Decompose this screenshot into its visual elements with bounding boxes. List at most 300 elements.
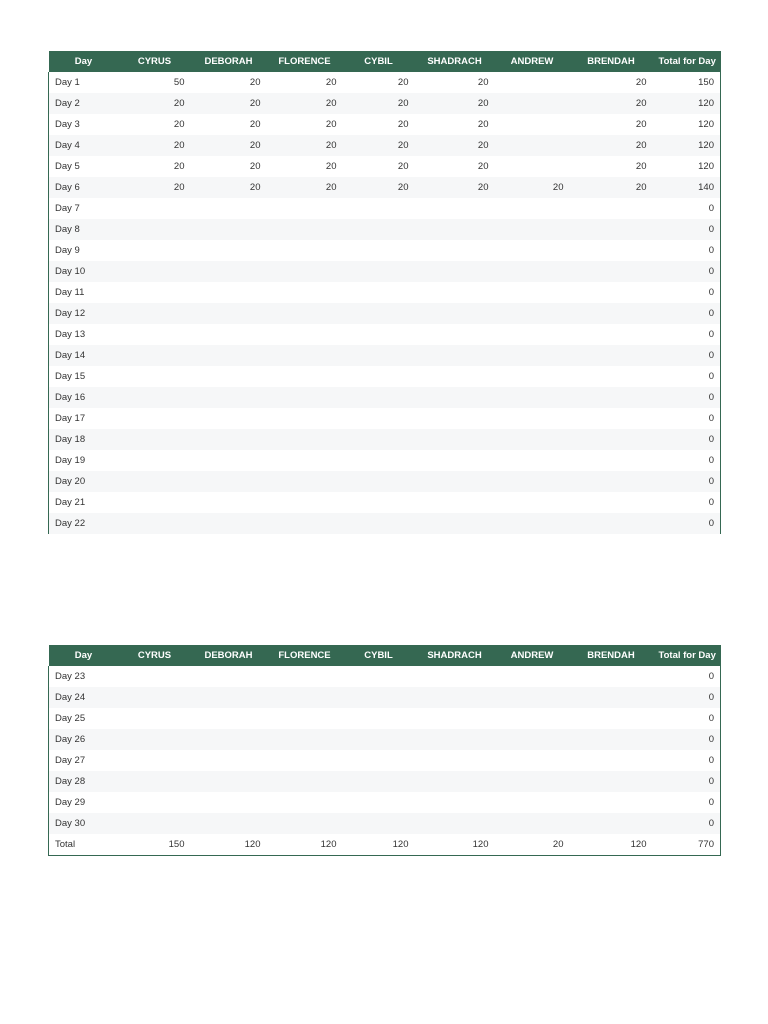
day-total-cell: 120 [653, 114, 721, 135]
day-label: Day 26 [49, 729, 119, 750]
value-cell [570, 387, 653, 408]
value-cell [495, 792, 570, 813]
table-row [49, 687, 721, 708]
value-cell [415, 471, 495, 492]
value-cell [495, 93, 570, 114]
value-cell [191, 240, 267, 261]
value-cell: 20 [325, 119, 337, 130]
header-cybil: CYBIL [364, 56, 393, 67]
value-cell [267, 687, 343, 708]
value-cell [191, 750, 267, 771]
value-cell [191, 771, 267, 792]
value-cell [119, 708, 191, 729]
value-cell [191, 282, 267, 303]
value-cell: 20 [397, 98, 409, 109]
table-row [49, 666, 721, 687]
value-cell [570, 687, 653, 708]
day-total-cell: 0 [653, 408, 721, 429]
value-cell [267, 282, 343, 303]
value-cell [343, 429, 415, 450]
table-body [49, 72, 721, 534]
daily-totals-table-page-2 [48, 645, 721, 856]
totals-row [49, 834, 721, 856]
value-cell [119, 792, 191, 813]
value-cell [570, 240, 653, 261]
value-cell [343, 345, 415, 366]
day-label: Day 16 [49, 387, 119, 408]
value-cell [495, 450, 570, 471]
value-cell [570, 708, 653, 729]
table-row [49, 219, 721, 240]
table-row [49, 177, 721, 198]
value-cell [267, 708, 343, 729]
value-cell [570, 261, 653, 282]
value-cell [343, 513, 415, 534]
day-total-cell: 0 [653, 792, 721, 813]
day-label: Day 10 [49, 261, 119, 282]
header-andrew: ANDREW [510, 650, 554, 661]
day-total-cell: 0 [653, 771, 721, 792]
day-label: Day 8 [49, 219, 119, 240]
header-andrew: ANDREW [510, 56, 554, 67]
value-cell [267, 261, 343, 282]
table-row [49, 792, 721, 813]
value-cell [119, 513, 191, 534]
day-label: Day 14 [49, 345, 119, 366]
day-label: Day 30 [49, 813, 119, 834]
value-cell [415, 387, 495, 408]
value-cell [119, 429, 191, 450]
value-cell: 20 [635, 161, 647, 172]
value-cell [191, 666, 267, 687]
header-cybil: CYBIL [364, 650, 393, 661]
header-row [49, 645, 721, 666]
value-cell [267, 771, 343, 792]
day-label: Day 19 [49, 450, 119, 471]
day-total-cell: 140 [653, 177, 721, 198]
value-cell: 20 [325, 182, 337, 193]
value-cell [570, 666, 653, 687]
value-cell [415, 450, 495, 471]
value-cell [495, 261, 570, 282]
table-row [49, 408, 721, 429]
day-label: Day 17 [49, 408, 119, 429]
value-cell [119, 771, 191, 792]
value-cell [343, 687, 415, 708]
value-cell: 20 [477, 161, 489, 172]
value-cell [495, 303, 570, 324]
value-cell [495, 708, 570, 729]
header-day: Day [74, 650, 93, 661]
day-total-cell: 120 [653, 156, 721, 177]
value-cell [343, 324, 415, 345]
day-label: Day 2 [49, 93, 119, 114]
day-total-cell: 0 [653, 324, 721, 345]
value-cell [415, 708, 495, 729]
value-cell: 120 [570, 834, 653, 856]
day-label: Day 22 [49, 513, 119, 534]
table-row [49, 750, 721, 771]
day-label: Day 29 [49, 792, 119, 813]
day-total-cell: 0 [653, 282, 721, 303]
value-cell [570, 750, 653, 771]
header-total-for-day: Total for Day [658, 56, 716, 67]
header-florence: FLORENCE [278, 650, 331, 661]
table-row [49, 471, 721, 492]
value-cell [495, 135, 570, 156]
value-cell [343, 366, 415, 387]
value-cell [570, 771, 653, 792]
value-cell: 20 [397, 140, 409, 151]
value-cell: 120 [343, 834, 415, 856]
value-cell [119, 366, 191, 387]
value-cell [191, 219, 267, 240]
value-cell: 20 [397, 119, 409, 130]
day-label: Day 9 [49, 240, 119, 261]
value-cell: 20 [477, 140, 489, 151]
value-cell [495, 114, 570, 135]
table-row [49, 708, 721, 729]
day-label: Day 6 [49, 177, 119, 198]
header-row [49, 51, 721, 72]
value-cell [570, 198, 653, 219]
value-cell [415, 219, 495, 240]
value-cell [343, 408, 415, 429]
header-cyrus: CYRUS [137, 56, 172, 67]
table-row [49, 345, 721, 366]
value-cell [267, 513, 343, 534]
table-row [49, 114, 721, 135]
value-cell: 20 [173, 98, 185, 109]
day-label: Day 15 [49, 366, 119, 387]
value-cell: 20 [477, 77, 489, 88]
value-cell: 20 [325, 140, 337, 151]
value-cell [495, 687, 570, 708]
value-cell: 20 [552, 182, 564, 193]
table-row [49, 135, 721, 156]
value-cell [191, 813, 267, 834]
header-florence: FLORENCE [278, 56, 331, 67]
day-label: Day 20 [49, 471, 119, 492]
value-cell [495, 156, 570, 177]
value-cell [119, 813, 191, 834]
header-shadrach: SHADRACH [427, 56, 482, 67]
day-total-cell: 120 [653, 93, 721, 114]
value-cell [119, 345, 191, 366]
value-cell: 50 [173, 77, 185, 88]
day-total-cell: 0 [653, 666, 721, 687]
value-cell [267, 729, 343, 750]
header-deborah: DEBORAH [204, 650, 253, 661]
day-total-cell: 0 [653, 240, 721, 261]
table-header [49, 51, 721, 72]
table-row [49, 813, 721, 834]
value-cell [570, 345, 653, 366]
value-cell [191, 303, 267, 324]
value-cell [570, 219, 653, 240]
value-cell [570, 450, 653, 471]
value-cell: 20 [635, 77, 647, 88]
value-cell [495, 198, 570, 219]
value-cell [119, 219, 191, 240]
value-cell [191, 261, 267, 282]
day-total-cell: 0 [653, 513, 721, 534]
day-total-cell: 0 [653, 198, 721, 219]
day-label: Day 5 [49, 156, 119, 177]
header-deborah: DEBORAH [204, 56, 253, 67]
value-cell [119, 750, 191, 771]
day-label: Day 4 [49, 135, 119, 156]
value-cell [495, 282, 570, 303]
value-cell [191, 450, 267, 471]
day-total-cell: 0 [653, 729, 721, 750]
value-cell [570, 492, 653, 513]
header-day: Day [74, 56, 93, 67]
value-cell [495, 240, 570, 261]
header-cyrus: CYRUS [137, 650, 172, 661]
table-row [49, 282, 721, 303]
day-total-cell: 0 [653, 345, 721, 366]
day-total-cell: 0 [653, 387, 721, 408]
value-cell [495, 513, 570, 534]
value-cell: 20 [477, 98, 489, 109]
table-row [49, 240, 721, 261]
value-cell [267, 471, 343, 492]
table-row [49, 93, 721, 114]
table-row [49, 324, 721, 345]
daily-totals-table-page-1 [48, 51, 721, 534]
value-cell [495, 345, 570, 366]
value-cell [495, 72, 570, 93]
day-total-cell: 0 [653, 492, 721, 513]
value-cell [495, 750, 570, 771]
day-total-cell: 0 [653, 429, 721, 450]
value-cell [415, 198, 495, 219]
value-cell [343, 261, 415, 282]
header-brendah: BRENDAH [587, 56, 635, 67]
value-cell: 20 [173, 161, 185, 172]
value-cell [191, 345, 267, 366]
value-cell [495, 324, 570, 345]
value-cell [343, 282, 415, 303]
value-cell [119, 240, 191, 261]
value-cell [191, 792, 267, 813]
value-cell [495, 813, 570, 834]
value-cell [495, 429, 570, 450]
value-cell [267, 240, 343, 261]
value-cell: 20 [249, 182, 261, 193]
day-total-cell: 0 [653, 303, 721, 324]
value-cell [119, 198, 191, 219]
value-cell [495, 387, 570, 408]
day-total-cell: 0 [653, 813, 721, 834]
value-cell: 20 [249, 161, 261, 172]
value-cell [343, 813, 415, 834]
value-cell [343, 219, 415, 240]
value-cell [267, 792, 343, 813]
value-cell [343, 450, 415, 471]
value-cell [570, 282, 653, 303]
value-cell [119, 303, 191, 324]
value-cell [343, 492, 415, 513]
value-cell [343, 750, 415, 771]
value-cell [415, 240, 495, 261]
value-cell: 120 [191, 834, 267, 856]
day-label: Day 11 [49, 282, 119, 303]
day-label: Day 3 [49, 114, 119, 135]
day-total-cell: 0 [653, 708, 721, 729]
value-cell [495, 771, 570, 792]
value-cell [191, 687, 267, 708]
value-cell [191, 492, 267, 513]
table-row [49, 261, 721, 282]
day-label: Day 27 [49, 750, 119, 771]
value-cell: 20 [397, 182, 409, 193]
value-cell [415, 282, 495, 303]
value-cell: 120 [415, 834, 495, 856]
value-cell [570, 792, 653, 813]
table-row [49, 492, 721, 513]
value-cell [267, 492, 343, 513]
value-cell [415, 492, 495, 513]
value-cell [415, 303, 495, 324]
value-cell: 20 [477, 182, 489, 193]
value-cell [570, 408, 653, 429]
value-cell: 20 [249, 140, 261, 151]
value-cell [119, 450, 191, 471]
day-total-cell: 0 [653, 366, 721, 387]
value-cell [191, 729, 267, 750]
value-cell [343, 708, 415, 729]
day-label: Day 1 [49, 72, 119, 93]
value-cell [495, 408, 570, 429]
table-row [49, 72, 721, 93]
day-label: Day 25 [49, 708, 119, 729]
value-cell [267, 429, 343, 450]
value-cell: 20 [249, 119, 261, 130]
value-cell [119, 408, 191, 429]
value-cell: 20 [397, 161, 409, 172]
value-cell: 20 [173, 119, 185, 130]
value-cell: 20 [635, 140, 647, 151]
day-total-cell: 120 [653, 135, 721, 156]
value-cell [191, 387, 267, 408]
table-row [49, 198, 721, 219]
value-cell [495, 471, 570, 492]
value-cell [415, 513, 495, 534]
value-cell: 20 [173, 182, 185, 193]
table-row [49, 450, 721, 471]
value-cell [415, 792, 495, 813]
value-cell [267, 750, 343, 771]
day-total-cell: 0 [653, 261, 721, 282]
value-cell [415, 813, 495, 834]
header-total-for-day: Total for Day [658, 650, 716, 661]
value-cell [267, 666, 343, 687]
value-cell [415, 771, 495, 792]
value-cell: 20 [397, 77, 409, 88]
value-cell [343, 771, 415, 792]
table-row [49, 366, 721, 387]
table-row [49, 771, 721, 792]
day-label: Day 24 [49, 687, 119, 708]
value-cell [570, 813, 653, 834]
day-total-cell: 0 [653, 471, 721, 492]
value-cell [267, 813, 343, 834]
value-cell: 20 [249, 98, 261, 109]
totals-label: Total [49, 834, 119, 856]
value-cell: 20 [635, 119, 647, 130]
day-total-cell: 0 [653, 750, 721, 771]
value-cell: 20 [325, 77, 337, 88]
table-row [49, 156, 721, 177]
value-cell [495, 729, 570, 750]
value-cell [415, 687, 495, 708]
day-label: Day 21 [49, 492, 119, 513]
day-total-cell: 0 [653, 219, 721, 240]
value-cell [119, 387, 191, 408]
value-cell [267, 345, 343, 366]
value-cell: 20 [325, 98, 337, 109]
value-cell [570, 366, 653, 387]
value-cell [415, 750, 495, 771]
value-cell [570, 729, 653, 750]
value-cell [415, 729, 495, 750]
value-cell [343, 729, 415, 750]
day-total-cell: 0 [653, 687, 721, 708]
value-cell [415, 261, 495, 282]
value-cell [119, 492, 191, 513]
value-cell [495, 366, 570, 387]
value-cell [415, 366, 495, 387]
value-cell [570, 429, 653, 450]
value-cell: 20 [635, 98, 647, 109]
value-cell: 20 [249, 77, 261, 88]
day-label: Day 12 [49, 303, 119, 324]
value-cell: 20 [325, 161, 337, 172]
value-cell: 20 [635, 182, 647, 193]
value-cell [191, 429, 267, 450]
value-cell [343, 387, 415, 408]
value-cell [267, 219, 343, 240]
value-cell [119, 729, 191, 750]
day-total-cell: 0 [653, 450, 721, 471]
day-total-cell: 150 [653, 72, 721, 93]
table-row [49, 303, 721, 324]
value-cell [570, 324, 653, 345]
value-cell [343, 666, 415, 687]
value-cell: 20 [477, 119, 489, 130]
value-cell [570, 471, 653, 492]
value-cell: 120 [267, 834, 343, 856]
value-cell: 20 [173, 140, 185, 151]
value-cell [119, 261, 191, 282]
value-cell [343, 471, 415, 492]
value-cell: 150 [119, 834, 191, 856]
value-cell [191, 198, 267, 219]
value-cell [191, 408, 267, 429]
value-cell [191, 513, 267, 534]
value-cell [343, 240, 415, 261]
value-cell [267, 303, 343, 324]
header-brendah: BRENDAH [587, 650, 635, 661]
value-cell [191, 366, 267, 387]
value-cell [415, 345, 495, 366]
day-label: Day 7 [49, 198, 119, 219]
day-label: Day 13 [49, 324, 119, 345]
value-cell: 20 [495, 834, 570, 856]
grand-total-cell: 770 [653, 834, 721, 856]
